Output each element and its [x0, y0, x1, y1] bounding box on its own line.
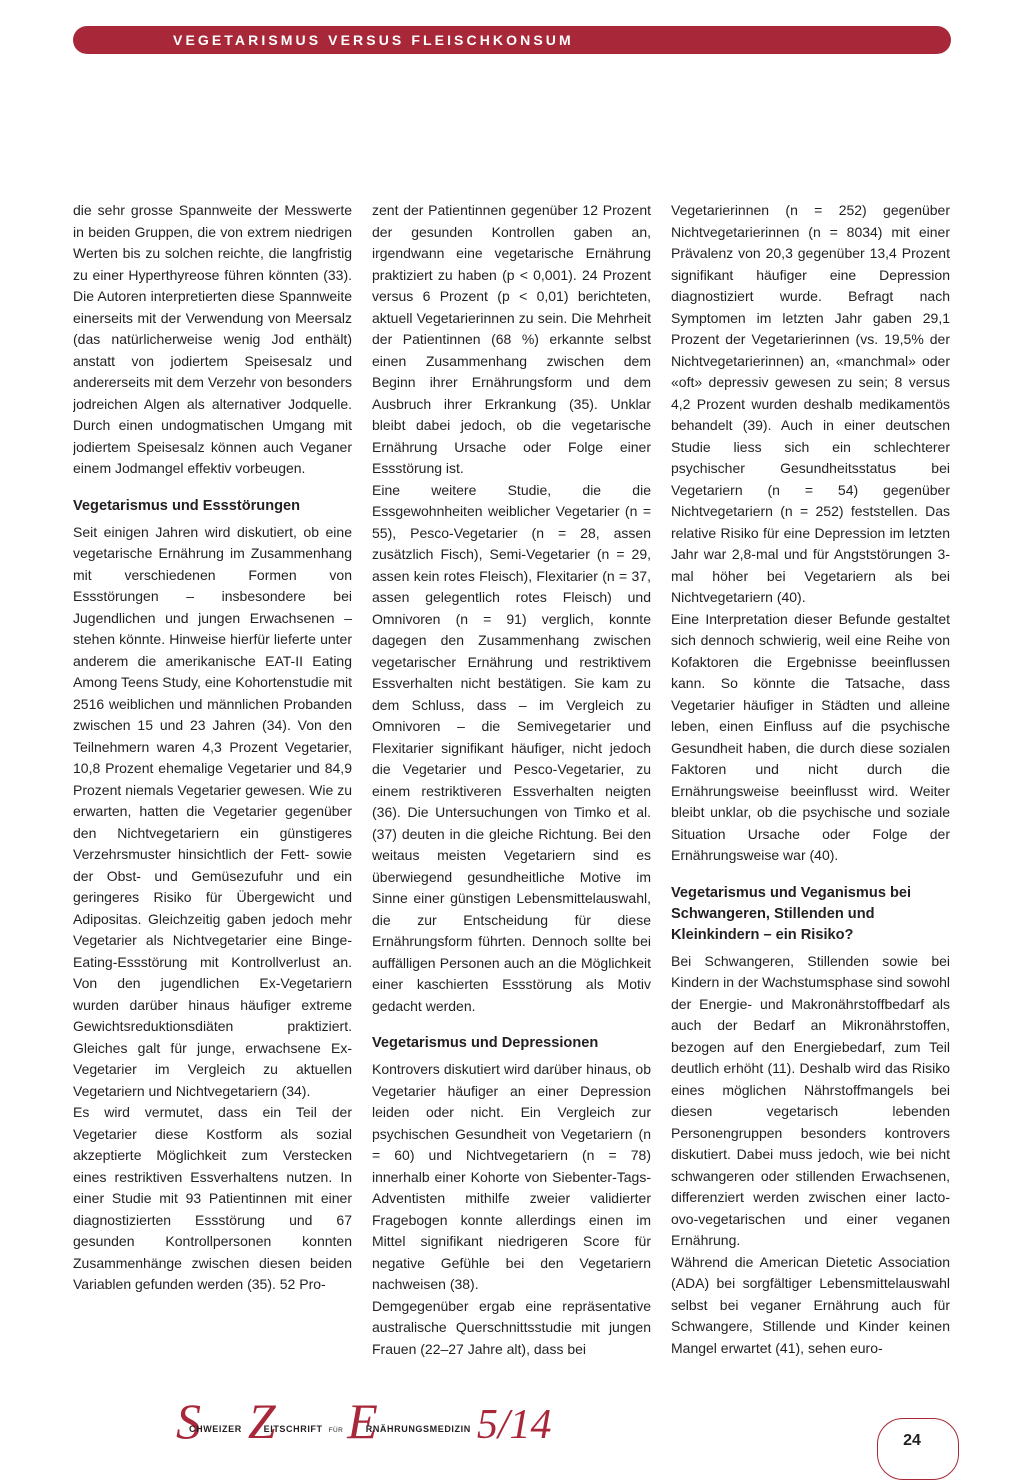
section-heading: Vegetarismus und Essstörungen	[73, 497, 301, 514]
paragraph: Vegetarierinnen (n = 252) gegenüber Nichtvegetarierinnen (n = 8034) mit einer Prävalenz von 20,3 gegenüber 13,4 Prozent signifikant häufiger eine Depression diagnostiziert wurde. Befragt nach Symptomen im letzten Jahr gaben 29,1 Prozent der Vegetarierinnen (vs. 19,5% der Nichtvegetarierinnen) an, «manchmal» oder «oft» depressiv gewesen zu sein; 8 versus 4,2 Prozent wurden deshalb medikamentös behandelt (39). Auch in einer deutschen Studie liess sich ein schlechterer psychischer Gesundheitsstatus bei Vegetariern (n = 54) gegenüber Nichtvegetariern (n = 252) feststellen. Das relative Risiko für eine Depression im letzten Jahr war 2,8-mal und für Angststörungen 3-mal höher bei Vegetariern als bei Nichtvegetariern (40).	[671, 202, 950, 605]
logo-letter-s: S	[176, 1393, 201, 1449]
logo-word-zeitschrift: EITSCHRIFT	[263, 1424, 323, 1434]
paragraph: Es wird vermutet, dass ein Teil der Vegetarier diese Kostform als sozial akzeptierte Möglichkeit zum Verstecken eines restriktiven Essverhaltens nutzen. In einer Studie mit 93 Patientinnen mit einer diagnostizierten Essstörung und 67 gesunden Kontrollpersonen konnten Zusammenhänge zwischen diesen beiden Variablen gefunden werden (35). 52 Pro-	[73, 1104, 352, 1292]
paragraph: Während die American Dietetic Association (ADA) bei sorgfältiger Lebensmittelauswahl selbst bei veganer Ernährung auch für Schwangere, Stillende und Kinder keinen Mangel erwartet (41), sehen euro-	[671, 1253, 950, 1356]
logo-letter-z: Z	[247, 1393, 276, 1449]
text-column-left	[73, 200, 352, 1368]
paragraph: Kontrovers diskutiert wird darüber hinaus, ob Vegetarier häufiger an einer Depression leiden oder nicht. Ein Vergleich zur psychischen Gesundheit von Vegetariern (n = 60) und Nichtvegetariern (n = 78) innerhalb einer Kohorte von Siebenter-Tags-Adventisten mithilfe zweier validierter Fragebogen konnte allerdings einen im Mittel signifikant niedrigeren Score für negative Gefühle bei den Vegetariern nachweisen (38).	[372, 1061, 651, 1292]
paragraph: Eine weitere Studie, die die Essgewohnheiten weiblicher Vegetarier (n = 55), Pesco-Vegetarier (n = 28, assen zusätzlich Fisch), Semi-Vegetarier (n = 29, assen kein rotes Fleisch), Flexitarier (n = 37, assen gelegentlich rotes Fleisch) und Omnivoren (n = 91) verglich, konnte dagegen den Zusammenhang zwischen vegetarischer Ernährung und restriktivem Essverhalten nicht bestätigen. Sie kam zu dem Schluss, dass – im Vergleich zu Omnivoren – die Semivegetarier und Flexitarier signifikant häufiger, nicht jedoch die Vegetarier und Pesco-Vegetarier, zu einem restriktiveren Essverhalten neigten (36). Die Untersuchungen von Timko et al. (37) deuten in die gleiche Richtung. Bei den weitaus meisten Vegetariern sind es überwiegend gesundheitliche Motive im Sinne einer günstigen Lebensmittelauswahl, die zur Entscheidung für diese Ernährungsform führten. Dennoch sollte bei auffälligen Personen auch an die Möglichkeit einer kaschierten Essstörung als Motiv gedacht werden.	[372, 481, 651, 1014]
text-column-middle	[372, 200, 651, 1368]
banner-title: VEGETARISMUS VERSUS FLEISCHKONSUM	[173, 32, 574, 48]
paragraph: die sehr grosse Spannweite der Messwerte in beiden Gruppen, die von extrem niedrigen Werten bis zu solchen reichte, die langfristig zu einer Hyperthyreose führen könnten (33). Die Autoren interpretierten diese Spannweite einerseits mit der Verwendung von Meersalz (das natürlicherweise wenig Jod enthält) anstatt von jodiertem Speisesalz und andererseits mit dem Verzehr von besonders jodreichen Algen als alternativer Jodquelle. Durch einen undogmatischen Umgang mit jodiertem Speisesalz können auch Veganer einem Jodmangel effektiv vorbeugen.	[73, 202, 352, 476]
paragraph: Eine Interpretation dieser Befunde gestaltet sich dennoch schwierig, weil eine Reihe von Kofaktoren die Ergebnisse beeinflussen kann. So könnte die Tatsache, dass Vegetarier häufiger in Städten und alleine leben, einen Einfluss auf die psychische Gesundheit haben, die durch diese sozialen Faktoren und nicht durch die Ernährungsweise beeinflusst wird. Weiter bleibt unklar, ob die psychische und soziale Situation Ursache oder Folge der Ernährungsweise war (40).	[671, 610, 950, 863]
header-banner	[73, 26, 951, 54]
paragraph: zent der Patientinnen gegenüber 12 Prozent der gesunden Kontrollen gaben an, irgendwann eine vegetarische Ernährung praktiziert zu haben (p < 0,001). 24 Prozent versus 6 Prozent (p < 0,01) berichteten, aktuell Vegetarierinnen zu sein. Die Mehrheit der Patientinnen (68 %) erkannte selbst einen Zusammenhang zwischen dem Beginn ihrer Ernährungsform und dem Ausbruch ihrer Erkrankung (35). Unklar bleibt dabei jedoch, ob die vegetarische Ernährung Ursache oder Folge einer Essstörung ist.	[372, 202, 651, 476]
logo-word-schweizer: CHWEIZER	[189, 1424, 242, 1434]
issue-number: 5/14	[476, 1402, 552, 1448]
logo-word-fuer: FÜR	[328, 1427, 344, 1434]
paragraph: Demgegenüber ergab eine repräsentative australische Querschnittsstudie mit jungen Frauen (22–27 Jahre alt), dass bei	[372, 1297, 651, 1357]
journal-logo	[176, 1393, 576, 1452]
logo-letter-e: E	[347, 1393, 378, 1449]
paragraph: Bei Schwangeren, Stillenden sowie bei Kindern in der Wachstumsphase sind sowohl der Energie- und Makronährstoffbedarf als auch der Bedarf an Mikronährstoffen, bezogen auf den Energiebedarf, zum Teil deutlich erhöht (11). Deshalb wird das Risiko eines möglichen Nährstoffmangels bei diesen vegetarisch lebenden Personengruppen besonders kontrovers diskutiert. Dabei muss jedoch, wie bei nicht schwangeren oder stillenden Erwachsenen, differenziert werden zwischen einer lacto-ovo-vegetarischen und einer veganen Ernährung.	[671, 952, 950, 1248]
logo-word-ernaehrungsmedizin: RNÄHRUNGSMEDIZIN	[365, 1424, 471, 1434]
section-heading: Vegetarismus und Depressionen	[372, 1035, 599, 1051]
section-heading: Vegetarismus und Veganismus bei Schwangeren, Stillenden und Kleinkindern – ein Risiko?	[671, 884, 912, 943]
text-column-right	[671, 200, 950, 1368]
page-number: 24	[903, 1432, 921, 1449]
page-number-tab	[877, 1418, 959, 1480]
paragraph: Seit einigen Jahren wird diskutiert, ob eine vegetarische Ernährung im Zusammenhang mit verschiedenen Formen von Essstörungen – insbesondere bei Jugendlichen und jungen Erwachsenen – stehen könnte. Hinweise hierfür lieferte unter anderem die amerikanische EAT-II Eating Among Teens Study, eine Kohortenstudie mit 2516 weiblichen und männlichen Probanden zwischen 15 und 23 Jahren (34). Von den Teilnehmern waren 4,3 Prozent Vegetarier, 10,8 Prozent ehemalige Vegetarier und 84,9 Prozent niemals Vegetarier gewesen. Wie zu erwarten, hatten die Vegetarier gegenüber den Nichtvegetariern ein günstigeres Verzehrsmuster hinsichtlich der Fett- sowie der Obst- und Gemüsezufuhr und ein geringeres Risiko für Übergewicht und Adipositas. Gleichzeitig gaben jedoch mehr Vegetarier als Nichtvegetarier eine Binge-Eating-Essstörung mit Kontrollverlust an. Von den jugendlichen Ex-Vegetariern wurden darüber hinaus häufiger extreme Gewichtsreduktionsdiäten praktiziert. Gleiches galt für junge, erwachsene Ex-Vegetarier im Vergleich zu aktuellen Vegetariern und Nichtvegetariern (34).	[73, 523, 352, 1099]
